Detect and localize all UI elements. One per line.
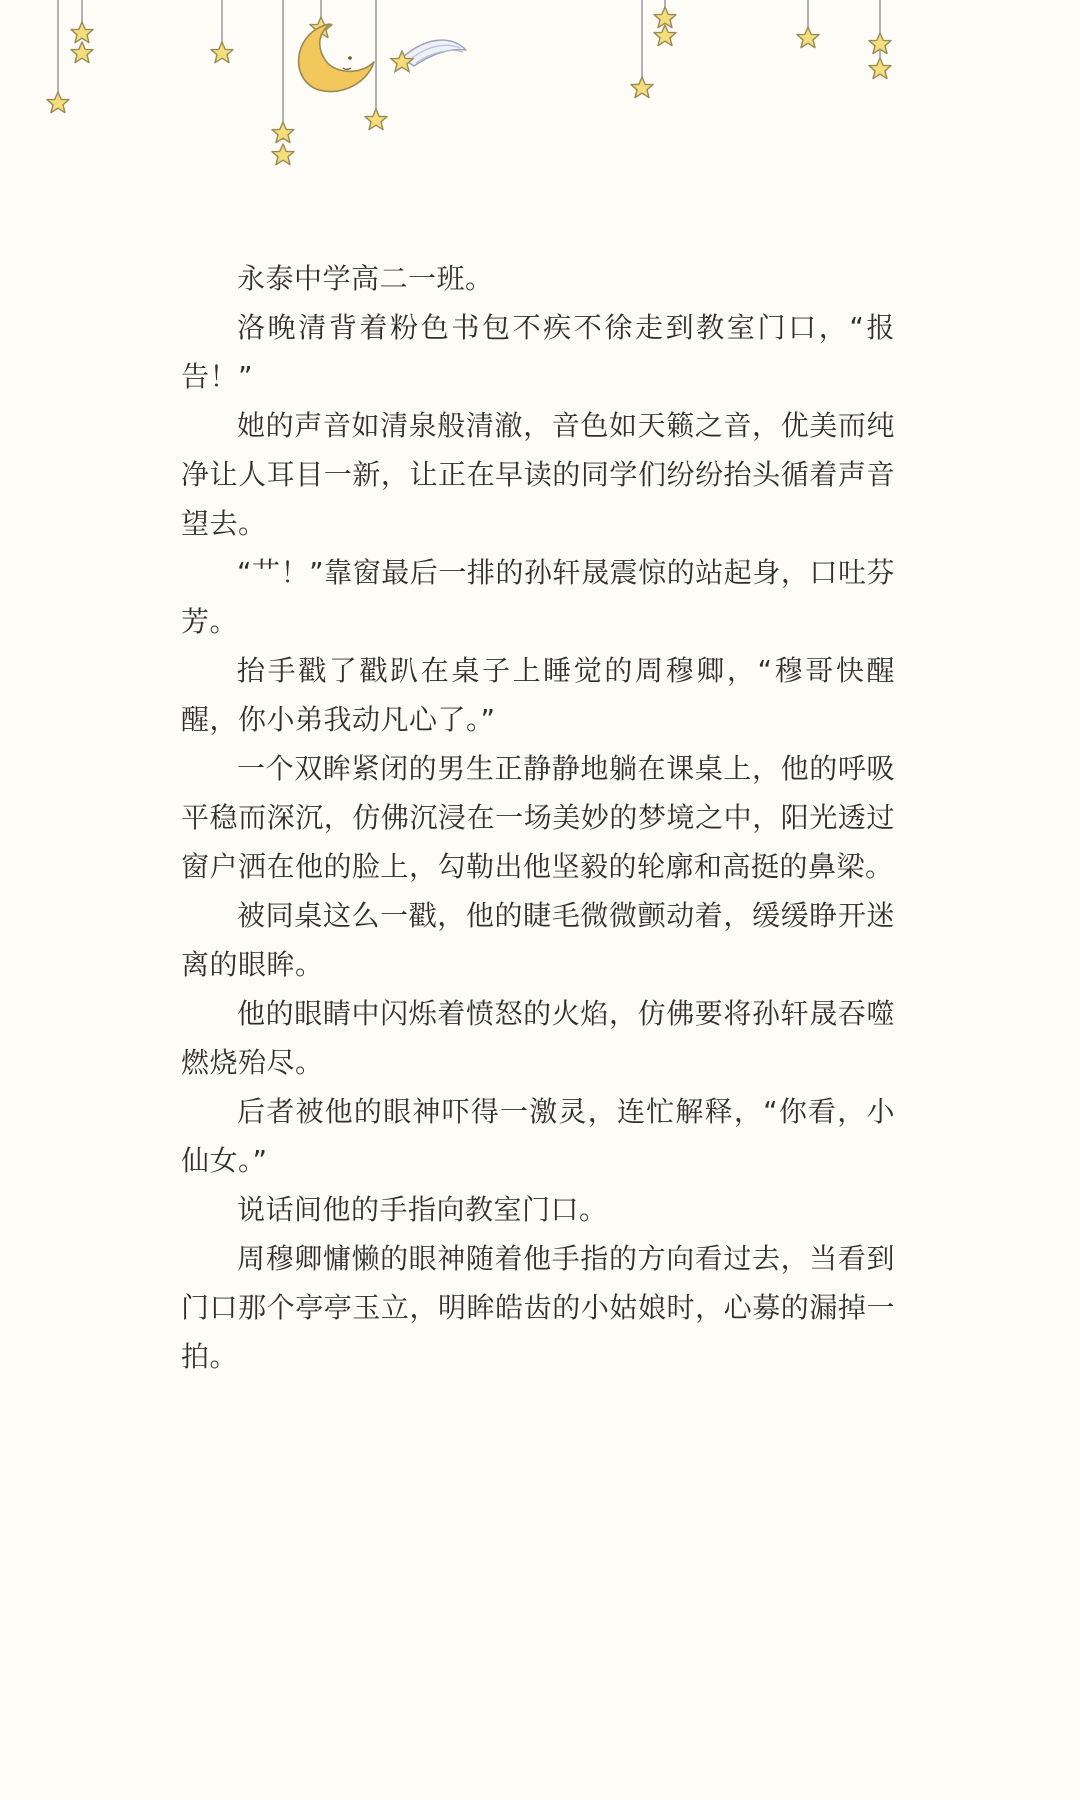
hanging-star-icon bbox=[365, 109, 387, 130]
paragraph: 周穆卿慵懒的眼神随着他手指的方向看过去，当看到门口那个亭亭玉立，明眸皓齿的小姑娘时，心募的漏掉一拍。 bbox=[181, 1242, 895, 1373]
hanging-star-icon bbox=[71, 22, 93, 43]
header-decoration bbox=[0, 0, 1080, 200]
paragraph: “艹！”靠窗最后一排的孙轩晟震惊的站起身，口吐芬芳。 bbox=[181, 556, 895, 638]
shooting-star-icon bbox=[391, 40, 466, 71]
paragraph: 洛晚清背着粉色书包不疾不徐走到教室门口，“报告！” bbox=[181, 311, 895, 393]
hanging-star-icon bbox=[797, 27, 819, 48]
hanging-star-icon bbox=[71, 42, 93, 63]
hanging-star-icon bbox=[47, 92, 69, 113]
hanging-star-icon bbox=[869, 58, 891, 79]
paragraph: 一个双眸紧闭的男生正静静地躺在课桌上，他的呼吸平稳而深沉，仿佛沉浸在一场美妙的梦境之中，阳光透过窗户洒在他的脸上，勾勒出他坚毅的轮廓和高挺的鼻梁。 bbox=[181, 752, 895, 883]
hanging-star-icon bbox=[211, 42, 233, 63]
hanging-star-icon bbox=[272, 144, 294, 165]
paragraph: 后者被他的眼神吓得一激灵，连忙解释，“你看，小仙女。” bbox=[181, 1095, 895, 1177]
hanging-star-icon bbox=[631, 77, 653, 98]
article-body bbox=[181, 254, 895, 1381]
hanging-star-icon bbox=[654, 25, 676, 46]
paragraph: 永泰中学高二一班。 bbox=[237, 262, 494, 295]
paragraph: 他的眼睛中闪烁着愤怒的火焰，仿佛要将孙轩晟吞噬燃烧殆尽。 bbox=[181, 997, 895, 1079]
paragraph: 说话间他的手指向教室门口。 bbox=[237, 1193, 608, 1226]
paragraph: 抬手戳了戳趴在桌子上睡觉的周穆卿，“穆哥快醒醒，你小弟我动凡心了。” bbox=[181, 654, 895, 736]
paragraph: 被同桌这么一戳，他的睫毛微微颤动着，缓缓睁开迷离的眼眸。 bbox=[181, 899, 895, 981]
crescent-moon-icon bbox=[299, 24, 374, 92]
paragraph: 她的声音如清泉般清澈，音色如天籁之音，优美而纯净让人耳目一新，让正在早读的同学们纷纷抬头循着声音望去。 bbox=[181, 409, 895, 540]
